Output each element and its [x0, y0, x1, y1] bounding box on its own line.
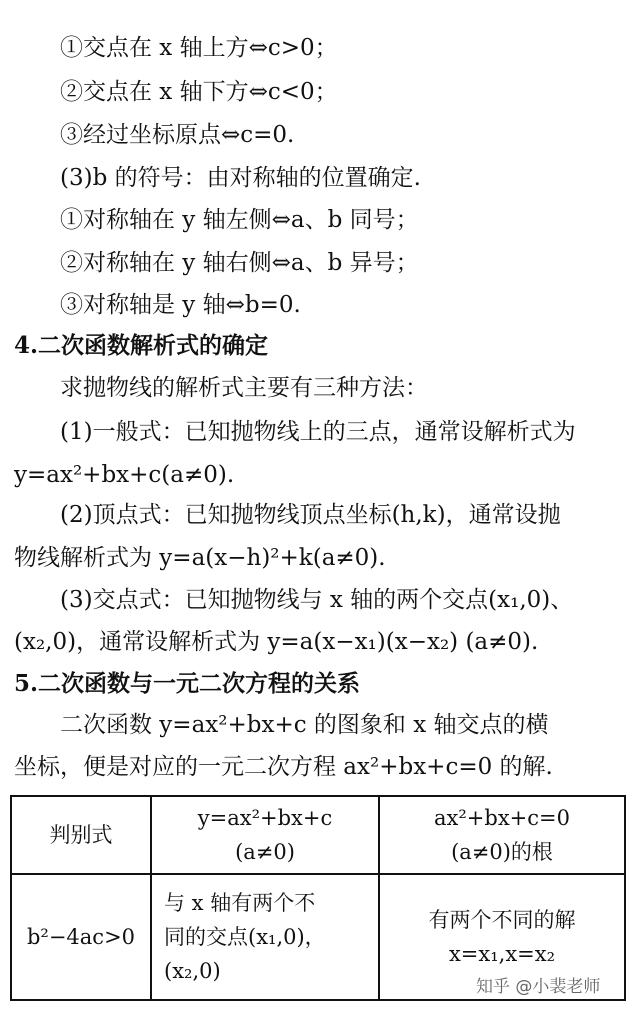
text-line-5: ①对称轴在 y 轴左侧⇔a、b 同号；: [60, 207, 419, 233]
table-header-function: [151, 796, 379, 874]
text-line-15: (x₂,0)，通常设解析式为 y=a(x−x₁)(x−x₂) (a≠0).: [14, 629, 539, 655]
text-line-17: 二次函数 y=ax²+bx+c 的图象和 x 轴交点的横: [60, 712, 549, 738]
text-line-1: ①交点在 x 轴上方⇔c>0；: [60, 35, 338, 61]
header-function-formula: y=ax²+bx+c: [197, 806, 333, 830]
row1-intersections-line1: 与 x 轴有两个不: [164, 891, 316, 915]
header-equation-condition: (a≠0)的根: [451, 840, 553, 864]
section-heading-4: 4.二次函数解析式的确定: [14, 332, 269, 359]
text-line-4: (3)b 的符号：由对称轴的位置确定.: [60, 165, 421, 191]
row1-intersections-line3: (x₂,0): [164, 959, 221, 983]
table-header-discriminant: 判别式: [11, 796, 151, 874]
text-line-3: ③经过坐标原点⇔c=0.: [60, 122, 295, 148]
row1-roots-line2: x=x₁,x=x₂: [448, 942, 556, 966]
text-line-14: (3)交点式：已知抛物线与 x 轴的两个交点(x₁,0)、: [60, 587, 574, 613]
text-line-11: y=ax²+bx+c(a≠0).: [14, 462, 235, 488]
header-equation-formula: ax²+bx+c=0: [434, 806, 570, 830]
watermark: 知乎 @小裴老师: [476, 977, 601, 997]
row1-roots-line1: 有两个不同的解: [428, 908, 576, 932]
text-line-10: (1)一般式：已知抛物线上的三点，通常设解析式为: [60, 419, 576, 445]
row1-intersections: [151, 874, 379, 1000]
text-line-6: ②对称轴在 y 轴右侧⇔a、b 异号；: [60, 250, 419, 276]
text-line-18: 坐标，便是对应的一元二次方程 ax²+bx+c=0 的解.: [14, 754, 553, 780]
text-line-13: 物线解析式为 y=a(x−h)²+k(a≠0).: [14, 545, 386, 571]
text-line-7: ③对称轴是 y 轴⇔b=0.: [60, 292, 301, 318]
text-line-12: (2)顶点式：已知抛物线顶点坐标(h,k)，通常设抛: [60, 502, 561, 528]
row1-intersections-line2: 同的交点(x₁,0)，: [164, 925, 326, 949]
discriminant-table: [10, 795, 626, 1001]
table-header-row: [11, 796, 625, 874]
text-line-2: ②交点在 x 轴下方⇔c<0；: [60, 79, 338, 105]
section-heading-5: 5.二次函数与一元二次方程的关系: [14, 670, 361, 697]
text-line-9: 求抛物线的解析式主要有三种方法：: [60, 375, 428, 401]
row1-discriminant: b²−4ac>0: [11, 874, 151, 1000]
header-function-condition: (a≠0): [235, 840, 295, 864]
table-header-equation: [379, 796, 625, 874]
